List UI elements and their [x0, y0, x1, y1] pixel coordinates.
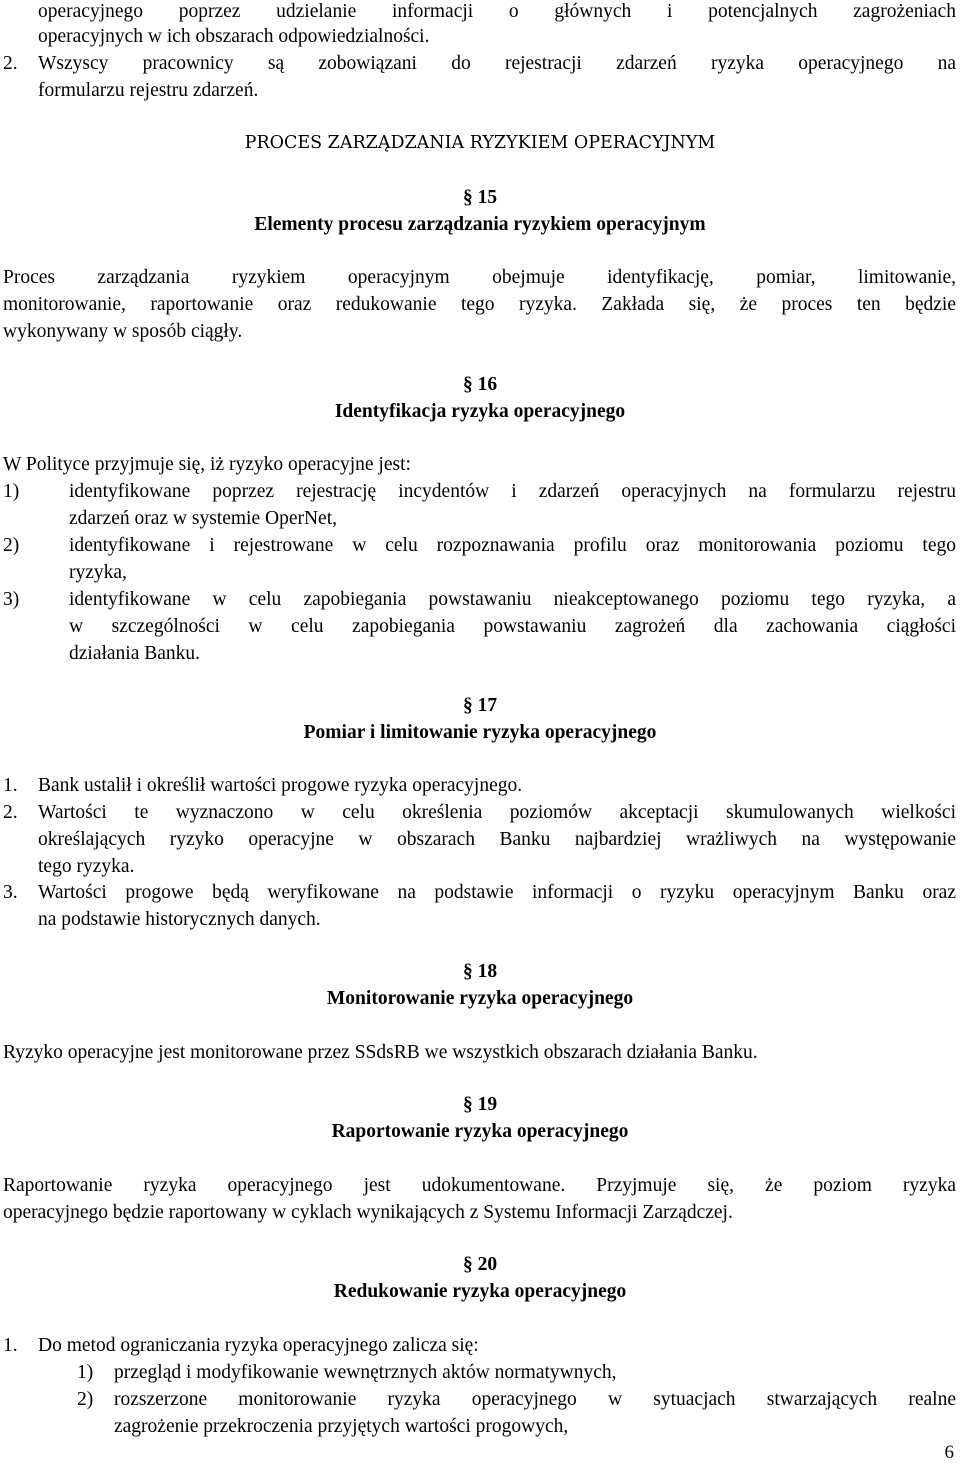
section-16-item-1-line-2: zdarzeń oraz w systemie OperNet,: [69, 508, 338, 529]
section-17-item-2-line-1: Wartości te wyznaczono w celu określenia poziomów akceptacji skumulowanych wielkości: [38, 802, 956, 823]
section-16-lead: W Polityce przyjmuje się, iż ryzyko operacyjne jest:: [3, 454, 411, 475]
page-number: 6: [944, 1442, 954, 1463]
intro-item-2-line-2: formularzu rejestru zdarzeń.: [38, 80, 259, 101]
section-18-title: Monitorowanie ryzyka operacyjnego: [326, 988, 634, 1009]
section-16-item-2-line-2: ryzyka,: [69, 562, 127, 583]
section-17-item-1-number: 1.: [3, 775, 18, 796]
section-20-subitem-2-line-1: rozszerzone monitorowanie ryzyka operacyjnego w sytuacjach stwarzających realne: [114, 1389, 956, 1410]
section-16-item-1-line-1: identyfikowane poprzez rejestrację incydentów i zdarzeń operacyjnych na formularzu rejestru: [69, 481, 956, 502]
section-17-item-1-line-1: Bank ustalił i określił wartości progowe ryzyka operacyjnego.: [38, 775, 523, 796]
section-19-title: Raportowanie ryzyka operacyjnego: [331, 1121, 629, 1142]
section-15-text-line-2: monitorowanie, raportowanie oraz redukowanie tego ryzyka. Zakłada się, że proces ten będzie: [3, 294, 956, 315]
intro-line-2: operacyjnych w ich obszarach odpowiedzialności.: [38, 26, 430, 47]
section-15-text-line-3: wykonywany w sposób ciągły.: [3, 321, 243, 342]
section-17-title: Pomiar i limitowanie ryzyka operacyjnego: [303, 722, 657, 743]
section-16-item-2-number: 2): [3, 535, 20, 556]
section-17-item-3-line-1: Wartości progowe będą weryfikowane na podstawie informacji o ryzyku operacyjnym Banku oraz: [38, 882, 956, 903]
section-16-item-3-line-3: działania Banku.: [69, 643, 201, 664]
section-19-text-line-2: operacyjnego będzie raportowany w cyklach wynikających z Systemu Informacji Zarządczej.: [3, 1202, 733, 1223]
section-16-title: Identyfikacja ryzyka operacyjnego: [334, 401, 626, 422]
section-16-item-3-line-1: identyfikowane w celu zapobiegania powstawaniu nieakceptowanego poziomu tego ryzyka, a: [69, 589, 956, 610]
section-16-item-3-number: 3): [3, 589, 20, 610]
intro-item-2-number: 2.: [3, 53, 18, 74]
section-17-item-3-number: 3.: [3, 882, 18, 903]
section-16-number: § 16: [462, 374, 498, 395]
section-15-title: Elementy procesu zarządzania ryzykiem operacyjnym: [254, 214, 706, 235]
section-19-text-line-1: Raportowanie ryzyka operacyjnego jest udokumentowane. Przyjmuje się, że poziom ryzyka: [3, 1175, 956, 1196]
section-20-subitem-1-number: 1): [77, 1362, 94, 1383]
section-20-subitem-2-number: 2): [77, 1389, 94, 1410]
section-16-item-1-number: 1): [3, 481, 20, 502]
intro-line-1: operacyjnego poprzez udzielanie informacji o głównych i potencjalnych zagrożeniach: [38, 1, 956, 22]
section-20-title: Redukowanie ryzyka operacyjnego: [333, 1281, 627, 1302]
section-18-text-line-1: Ryzyko operacyjne jest monitorowane przez SSdsRB we wszystkich obszarach działania Banku.: [3, 1042, 758, 1063]
section-19-number: § 19: [462, 1094, 498, 1115]
section-17-item-2-line-3: tego ryzyka.: [38, 856, 135, 877]
section-20-number: § 20: [462, 1254, 498, 1275]
section-17-item-3-line-2: na podstawie historycznych danych.: [38, 909, 321, 930]
section-20-item-1-line-1: Do metod ograniczania ryzyka operacyjnego zalicza się:: [38, 1335, 479, 1356]
section-17-number: § 17: [462, 695, 498, 716]
section-20-subitem-2-line-2: zagrożenie przekroczenia przyjętych wartości progowych,: [114, 1416, 569, 1437]
section-18-number: § 18: [462, 961, 498, 982]
section-17-item-2-number: 2.: [3, 802, 18, 823]
section-16-item-2-line-1: identyfikowane i rejestrowane w celu rozpoznawania profilu oraz monitorowania poziomu tego: [69, 535, 956, 556]
section-20-item-1-number: 1.: [3, 1335, 18, 1356]
section-15-text-line-1: Proces zarządzania ryzykiem operacyjnym obejmuje identyfikację, pomiar, limitowanie,: [3, 267, 956, 288]
section-15-number: § 15: [462, 187, 498, 208]
section-20-subitem-1-line-1: przegląd i modyfikowanie wewnętrznych aktów normatywnych,: [114, 1362, 617, 1383]
chapter-title: PROCES ZARZĄDZANIA RYZYKIEM OPERACYJNYM: [244, 133, 716, 153]
section-16-item-3-line-2: w szczególności w celu zapobiegania powstawaniu zagrożeń dla zachowania ciągłości: [69, 616, 956, 637]
section-17-item-2-line-2: określających ryzyko operacyjne w obszarach Banku najbardziej wrażliwych na występowanie: [38, 829, 956, 850]
intro-item-2-line-1: Wszyscy pracownicy są zobowiązani do rejestracji zdarzeń ryzyka operacyjnego na: [38, 53, 956, 74]
